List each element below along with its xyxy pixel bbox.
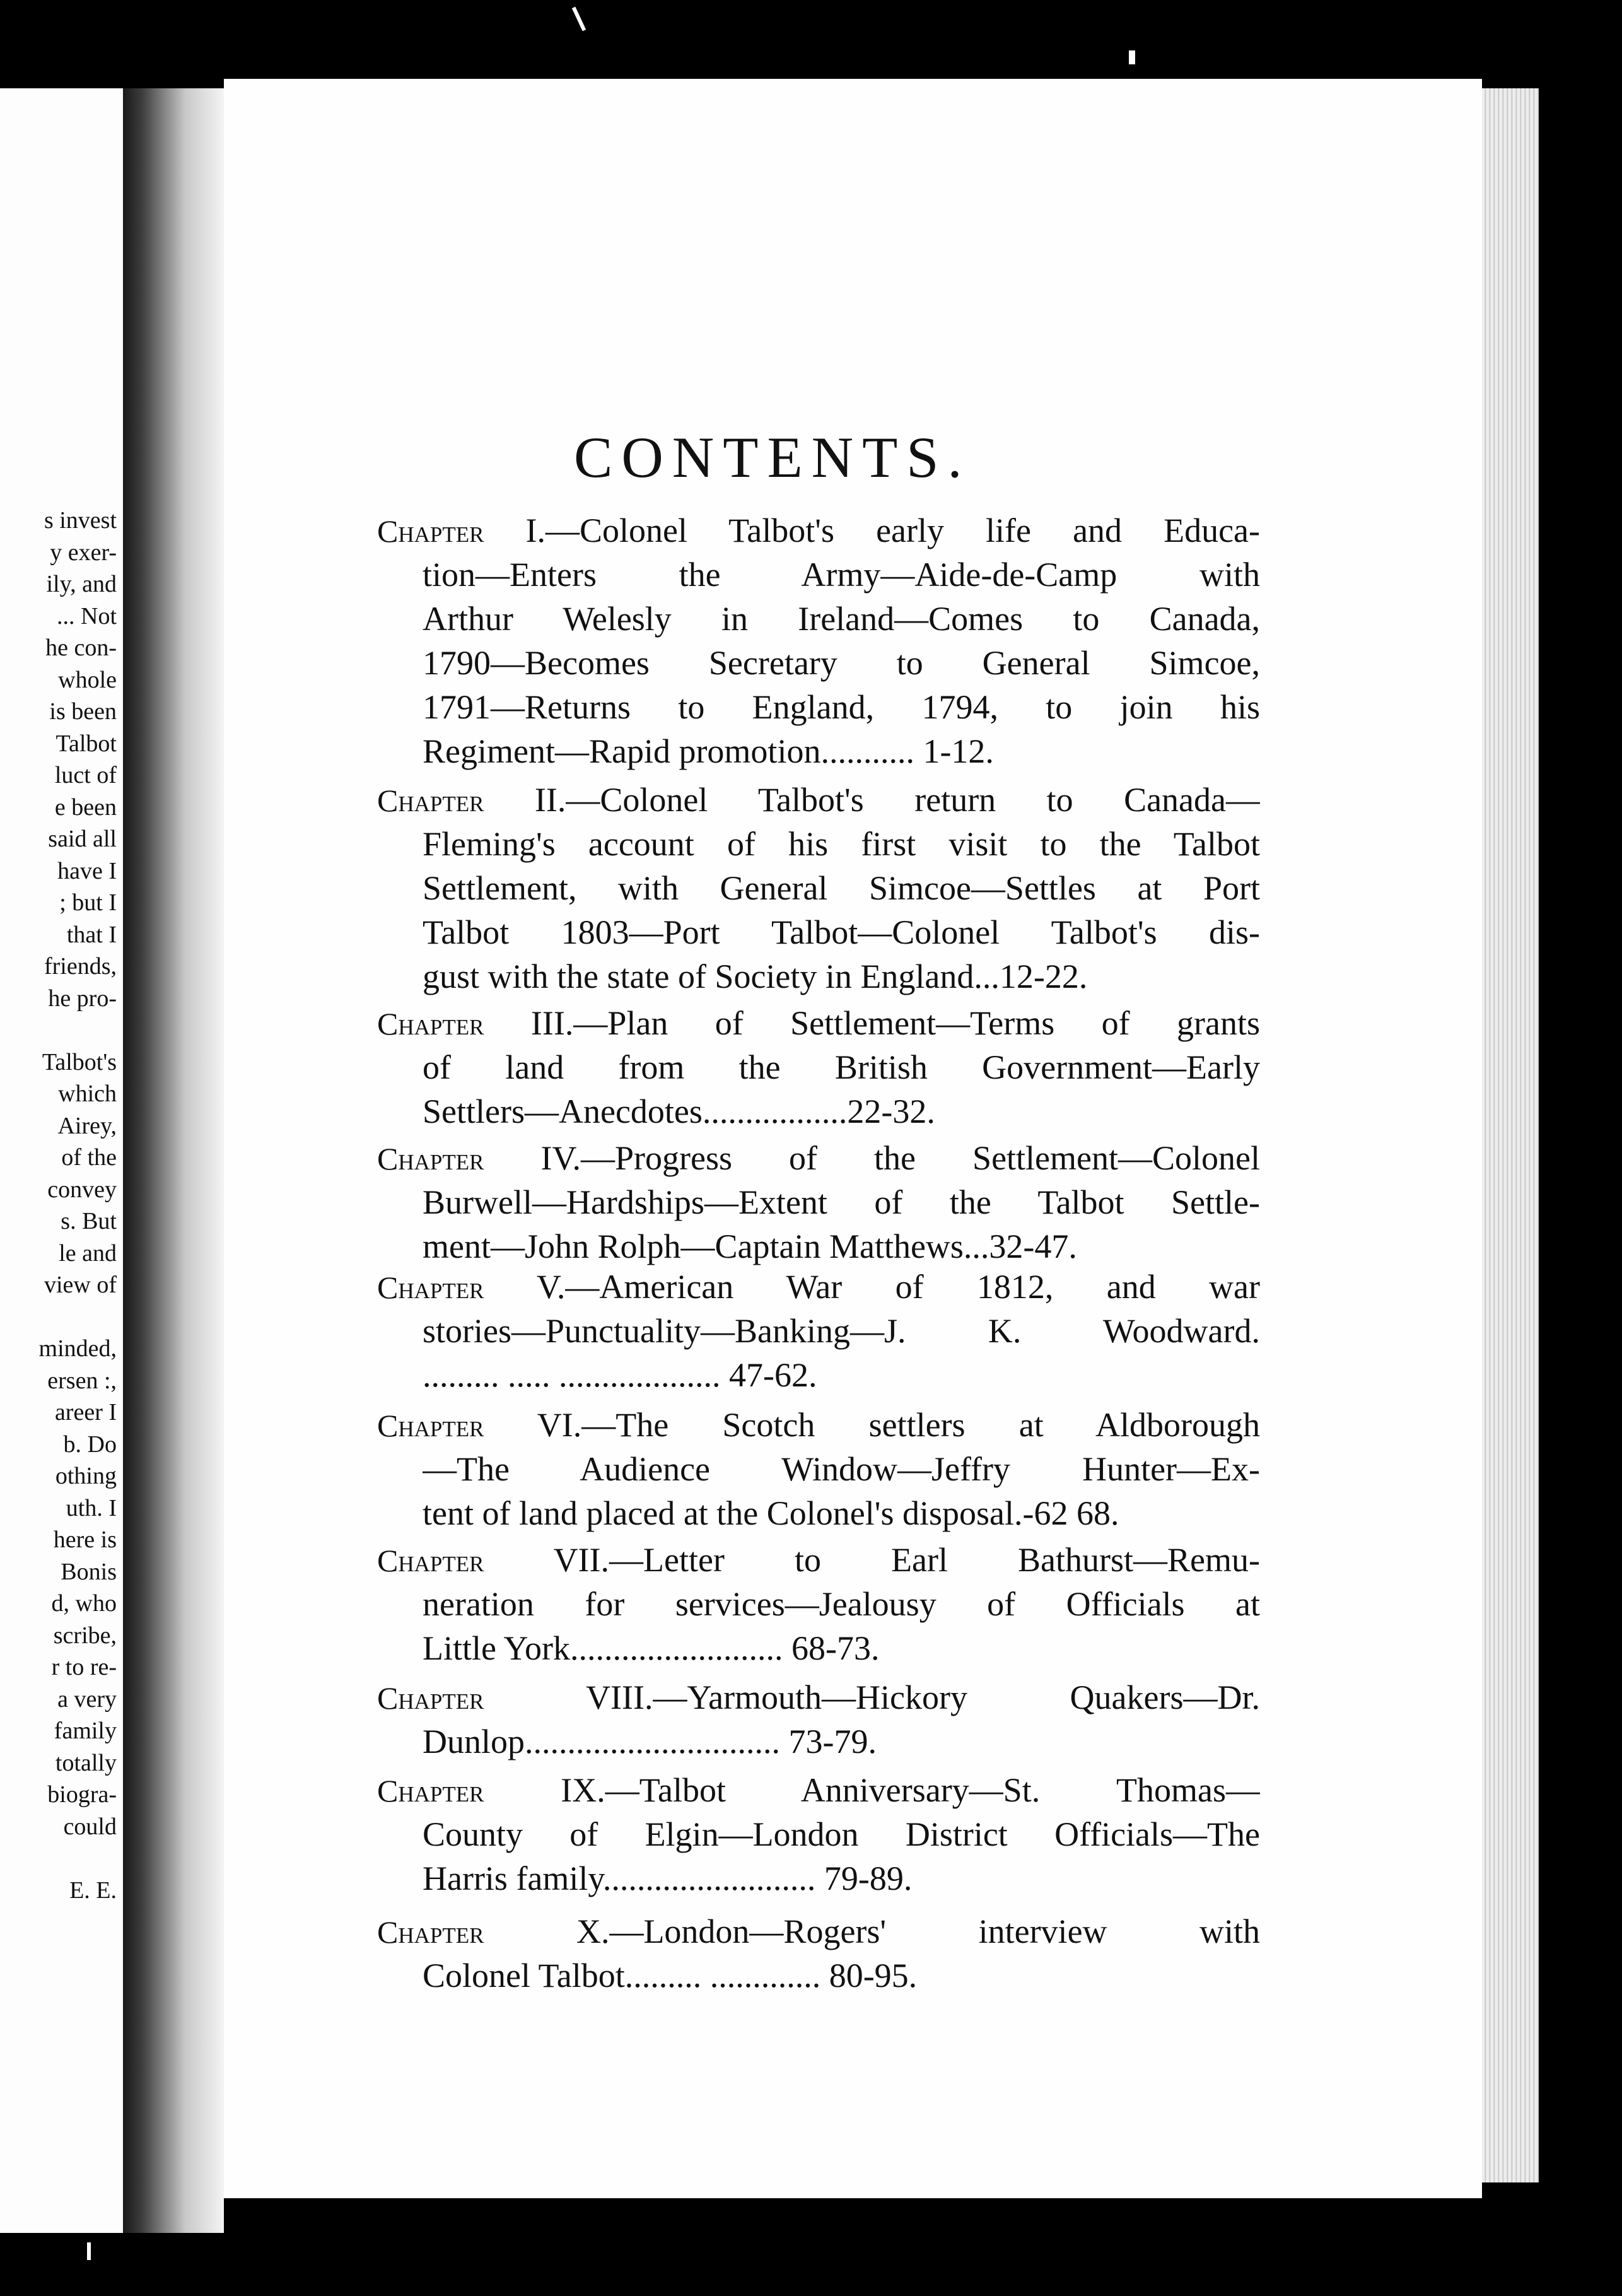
chapter-entry-text: tent of land placed at the Colonel's disposal.-62 68. bbox=[423, 1494, 1119, 1532]
previous-page-line: othing bbox=[55, 1463, 117, 1489]
chapter-entry-text: stories—Punctuality—Banking—J. K. Woodward. bbox=[423, 1312, 1260, 1350]
chapter-entry-heading bbox=[377, 508, 1260, 553]
previous-page-line: biogra- bbox=[47, 1781, 117, 1808]
chapter-entry-text: I.—Colonel Talbot's early life and Educa- bbox=[484, 512, 1260, 549]
chapter-entry-line bbox=[423, 1224, 1260, 1268]
previous-page-line: Talbot's bbox=[42, 1048, 117, 1075]
previous-page-line: ily, and bbox=[46, 571, 117, 597]
chapter-entry-line bbox=[423, 1447, 1260, 1491]
chapter-entry-line bbox=[423, 1856, 1260, 1901]
chapter-entry-text: X.—London—Rogers' interview with bbox=[484, 1912, 1260, 1950]
dust-speck bbox=[572, 7, 586, 32]
chapter-entry-line bbox=[423, 553, 1260, 597]
chapter-entry-text: IV.—Progress of the Settlement—Colonel bbox=[484, 1139, 1260, 1177]
previous-page-line: could bbox=[63, 1813, 117, 1840]
previous-page-line: ... Not bbox=[57, 602, 117, 630]
chapter-entry-line bbox=[423, 1582, 1260, 1626]
chapter-entry-text: VIII.—Yarmouth—Hickory Quakers—Dr. bbox=[484, 1678, 1260, 1716]
chapter-entry-line bbox=[423, 1309, 1260, 1353]
chapter-label: Chapter bbox=[377, 1914, 484, 1950]
chapter-entry-heading bbox=[377, 1001, 1260, 1045]
chapter-entry-text: Talbot 1803—Port Talbot—Colonel Talbot's dis- bbox=[423, 913, 1260, 951]
chapter-entry-heading bbox=[377, 1265, 1260, 1309]
previous-page-line: e been bbox=[54, 794, 117, 821]
previous-page-line: whole bbox=[58, 666, 117, 693]
chapter-entry-text: Fleming's account of his first visit to the Talbot bbox=[423, 825, 1260, 863]
chapter-entry-text: V.—American War of 1812, and war bbox=[484, 1268, 1260, 1306]
previous-page-line: is been bbox=[49, 698, 117, 725]
previous-page-fragment bbox=[0, 88, 123, 2233]
previous-page-line: s invest bbox=[44, 507, 117, 534]
previous-page-line: a very bbox=[57, 1685, 117, 1713]
chapter-entry-text: gust with the state of Society in England...12-22. bbox=[423, 958, 1088, 995]
chapter-entry-text: Regiment—Rapid promotion........... 1-12. bbox=[423, 732, 994, 770]
chapter-entry-line bbox=[423, 685, 1260, 729]
previous-page-line: luct of bbox=[54, 762, 117, 788]
chapter-entry-line bbox=[423, 729, 1260, 773]
chapter-entry-line bbox=[423, 910, 1260, 954]
chapter-entry-heading bbox=[377, 1909, 1260, 1953]
chapter-entry-text: neration for services—Jealousy of Officials at bbox=[423, 1585, 1260, 1623]
previous-page-line: said all bbox=[48, 826, 117, 852]
previous-page-line: ; but I bbox=[59, 889, 117, 916]
chapter-entry-line bbox=[423, 866, 1260, 910]
chapter-label: Chapter bbox=[377, 1408, 484, 1443]
chapter-entry-text: II.—Colonel Talbot's return to Canada— bbox=[484, 781, 1260, 819]
chapter-entry-heading bbox=[377, 778, 1260, 822]
chapter-entry-line bbox=[423, 1812, 1260, 1856]
page-title: CONTENTS. bbox=[574, 425, 971, 489]
previous-page-line: Talbot bbox=[55, 730, 117, 757]
previous-page-line: d, who bbox=[51, 1590, 117, 1617]
chapter-entry-text: Settlement, with General Simcoe—Settles at Port bbox=[423, 869, 1260, 907]
previous-page-line: le and bbox=[59, 1239, 117, 1267]
chapter-entry-line bbox=[423, 822, 1260, 866]
chapter-label: Chapter bbox=[377, 1680, 484, 1716]
chapter-entry-line bbox=[423, 1089, 1260, 1133]
chapter-entry-text: Dunlop.............................. 73-79. bbox=[423, 1723, 877, 1760]
chapter-entry-heading bbox=[377, 1768, 1260, 1812]
previous-page-line: b. Do bbox=[63, 1431, 117, 1458]
previous-page-line: totally bbox=[55, 1749, 117, 1776]
chapter-label: Chapter bbox=[377, 1543, 484, 1578]
chapter-label: Chapter bbox=[377, 1006, 484, 1041]
dust-speck bbox=[1129, 50, 1135, 64]
previous-page-line: s. But bbox=[61, 1208, 117, 1234]
previous-page-line: r to re- bbox=[51, 1654, 117, 1680]
chapter-label: Chapter bbox=[377, 783, 484, 818]
chapter-entry-heading bbox=[377, 1136, 1260, 1180]
chapter-entry-text: 1790—Becomes Secretary to General Simcoe, bbox=[423, 644, 1260, 682]
chapter-entry-text: Little York......................... 68-73. bbox=[423, 1629, 880, 1667]
previous-page-line: view of bbox=[44, 1272, 117, 1298]
previous-page-line: family bbox=[54, 1718, 117, 1744]
previous-page-line: y exer- bbox=[50, 539, 117, 566]
chapter-entry-heading bbox=[377, 1675, 1260, 1719]
previous-page-line: areer I bbox=[54, 1399, 117, 1426]
chapter-entry-line bbox=[423, 1626, 1260, 1670]
chapter-label: Chapter bbox=[377, 513, 484, 549]
chapter-entry-text: IX.—Talbot Anniversary—St. Thomas— bbox=[484, 1771, 1260, 1809]
chapter-entry-line bbox=[423, 1719, 1260, 1764]
previous-page-line: that I bbox=[66, 921, 117, 948]
page-edges bbox=[1482, 88, 1539, 2182]
previous-page-line: of the bbox=[61, 1144, 117, 1171]
chapter-entry-line bbox=[423, 954, 1260, 999]
chapter-label: Chapter bbox=[377, 1773, 484, 1808]
chapter-entry-text: VII.—Letter to Earl Bathurst—Remu- bbox=[484, 1541, 1260, 1579]
chapter-entry-text: ment—John Rolph—Captain Matthews...32-47. bbox=[423, 1227, 1077, 1265]
chapter-entry-line bbox=[423, 1045, 1260, 1089]
previous-page-line: which bbox=[58, 1081, 117, 1107]
dust-speck bbox=[87, 2242, 91, 2260]
chapter-label: Chapter bbox=[377, 1141, 484, 1176]
chapter-entry-text: 1791—Returns to England, 1794, to join his bbox=[423, 688, 1260, 726]
chapter-entry-text: Arthur Welesly in Ireland—Comes to Canada, bbox=[423, 600, 1260, 638]
chapter-entry-text: County of Elgin—London District Officials—The bbox=[423, 1815, 1260, 1853]
previous-page-line: uth. I bbox=[66, 1494, 117, 1521]
chapter-label: Chapter bbox=[377, 1270, 484, 1305]
previous-page-line: he con- bbox=[45, 635, 117, 661]
chapter-entry-line bbox=[423, 641, 1260, 685]
previous-page-line: he pro- bbox=[48, 985, 117, 1012]
chapter-entry-text: tion—Enters the Army—Aide-de-Camp with bbox=[423, 556, 1260, 594]
previous-page-line: convey bbox=[47, 1176, 117, 1203]
previous-page-line: friends, bbox=[44, 953, 117, 980]
book-gutter bbox=[123, 88, 224, 2233]
chapter-entry-text: —The Audience Window—Jeffry Hunter—Ex- bbox=[423, 1450, 1260, 1488]
chapter-entry-text: of land from the British Government—Early bbox=[423, 1048, 1260, 1086]
chapter-entry-heading bbox=[377, 1403, 1260, 1447]
previous-page-line: Airey, bbox=[57, 1112, 117, 1139]
chapter-entry-line bbox=[423, 1180, 1260, 1224]
chapter-entry-text: Harris family......................... 79-89. bbox=[423, 1860, 913, 1897]
previous-page-line: here is bbox=[53, 1526, 117, 1553]
chapter-entry-text: Settlers—Anecdotes.................22-32. bbox=[423, 1092, 935, 1130]
chapter-entry-line bbox=[423, 597, 1260, 641]
chapter-entry-line bbox=[423, 1353, 1260, 1397]
chapter-entry-text: Colonel Talbot......... ............. 80-95. bbox=[423, 1957, 918, 1994]
chapter-entry-text: III.—Plan of Settlement—Terms of grants bbox=[484, 1004, 1260, 1042]
chapter-entry-text: ......... ..... ................... 47-62. bbox=[423, 1356, 817, 1394]
previous-page-line: ersen :, bbox=[47, 1367, 117, 1394]
previous-page-line: Bonis bbox=[61, 1558, 117, 1585]
chapter-entry-heading bbox=[377, 1538, 1260, 1582]
chapter-entry-text: VI.—The Scotch settlers at Aldborough bbox=[484, 1406, 1260, 1444]
chapter-entry-text: Burwell—Hardships—Extent of the Talbot Settle- bbox=[423, 1183, 1260, 1221]
previous-page-line: scribe, bbox=[53, 1622, 117, 1649]
previous-page-line: E. E. bbox=[69, 1877, 117, 1904]
chapter-entry-line bbox=[423, 1953, 1260, 1998]
previous-page-line: minded, bbox=[38, 1335, 117, 1362]
chapter-entry-line bbox=[423, 1491, 1260, 1535]
previous-page-line: have I bbox=[57, 857, 117, 884]
